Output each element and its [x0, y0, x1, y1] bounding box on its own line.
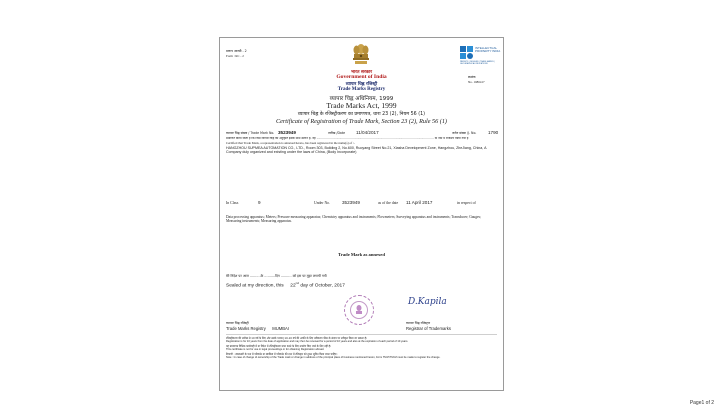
sealed-month: October	[314, 283, 332, 289]
sealed-statement	[226, 281, 345, 289]
form-number: Form : RC - 2	[226, 54, 244, 58]
class-value: 9	[258, 200, 261, 205]
date-label: तारीख /Date	[328, 131, 346, 135]
registration-date: 11/04/2017	[356, 130, 379, 135]
serial-number: No. 1686417	[468, 80, 485, 84]
certificate-title-hindi: व्यापार चिह्न के रजिस्ट्रीकरण का प्रमाणपत्र, धारा 23 (2), नियम 56 (1)	[297, 112, 426, 117]
registry-title: Trade Marks Registry	[337, 87, 386, 92]
class-label: In Class	[226, 201, 239, 205]
government-title: Government of India	[336, 74, 387, 80]
registrar-label-hindi: व्यापार चिह्न रजिस्ट्रार	[406, 321, 431, 325]
sealed-day-suffix: nd	[295, 281, 299, 285]
registry-label: Trade Marks Registry	[226, 326, 266, 331]
official-seal-icon	[344, 295, 374, 325]
journal-number: 1790	[488, 130, 499, 135]
registrar-label: Registrar of Trademarks	[406, 326, 451, 331]
footnote-3-hindi: टिप्पणी : स्वत्वधारी के पता में परिवर्तन या स्वामित्व में परिवर्तन की दशा में रजिस्ट्रार को तुरन्त सूचित किया जाना चाहिए।	[226, 353, 338, 356]
sealed-day-of: day of	[300, 283, 314, 289]
page-number: Page1 of 2	[689, 400, 714, 406]
ip-india-logo-text: INTELLECTUAL PROPERTY INDIA	[475, 46, 501, 54]
national-emblem-icon	[350, 42, 372, 68]
sealed-statement-hindi: मेरे निदेश पर आज ..........के ..........दिन .......... को इस पर मुहर लगायी गयी	[226, 274, 327, 278]
registry-hindi: व्यापार चिह्न रजिस्ट्री	[345, 82, 378, 87]
trade-mark-number: 3523949	[278, 130, 296, 135]
journal-number-label: जर्नल संख्या /J. No.	[452, 131, 477, 135]
ip-india-logo-subtext: PATENTS | DESIGNS | TRADE MARKS | GEOGRAPHICAL INDICATIONS	[460, 61, 495, 66]
act-hindi: व्यापार चिह्न अधिनियम, 1999	[329, 96, 394, 102]
registry-label-hindi: व्यापार चिह्न रजिस्ट्री	[226, 321, 249, 325]
form-number-hindi: प्रारूप आरसी - 2	[226, 49, 247, 53]
sealed-year: , 2017	[331, 283, 345, 289]
as-of-date: 11 April 2017	[406, 200, 433, 205]
trade-mark-annexed: Trade Mark as annexed	[338, 252, 385, 257]
certified-statement-hindi: प्रमाणित किया जाता है कि जिस व्यापार चिह्न की अनुकृति इसके साथ संलग्न है, वह ........................................................................................................................... के नाम में रजिस्टर किया गया है	[226, 137, 469, 140]
as-of-date-label: as of the date	[378, 201, 399, 205]
sealed-day: 22	[290, 283, 296, 289]
registry-location	[226, 326, 289, 331]
footnote-2: This certificate is not for use in legal proceedings or for obtaining Registration abroad.	[226, 348, 325, 351]
sealed-prefix: Sealed at my direction, this	[226, 283, 284, 289]
goods-description: Data processing apparatus; Meters; Pressure measuring apparatus; Chemistry apparatus and instruments; Flowmeters; Surveying apparatus and instruments; Transducer; Gauges; Measuring instruments; Measuring apparatus.	[226, 215, 482, 224]
footnote-2-hindi: यह प्रमाणपत्र विधिक कार्यवाही में या विदेश में रजिस्ट्रीकरण प्राप्त करने के लिए उपयोग किए जाने के लिए नहीं है।	[226, 345, 331, 348]
under-number-value: 3523949	[342, 200, 360, 205]
government-hindi: भारत सरकार	[350, 70, 373, 75]
ip-india-logo-icon	[460, 46, 474, 60]
proprietor-details: HANGZHOU SUPMEA AUTOMATION CO., LTD., Room 303, Building 2, No.600, Ruoyang Street No.21, Xiasha Development Zone, Hangzhou, ZheJiang, China, A Company duly organized and existing under the laws of China, (Body Incorporate)	[226, 146, 487, 155]
registry-city: MUMBAI	[272, 326, 289, 331]
under-number-label: Under No.	[314, 201, 331, 205]
footnote-1-hindi: रजिस्ट्रीकरण की तारीख से 10 वर्ष के लिए और उसके पश्चात् 10-10 वर्ष की अवधि के लिए नवीकरण फीस के संदाय पर नवीकृत किया जा सकता है।	[226, 337, 367, 340]
certificate-title: Certificate of Registration of Trade Mark, Section 23 (2), Rule 56 (1)	[276, 118, 447, 125]
act-title: Trade Marks Act, 1999	[326, 101, 397, 110]
certified-statement: Certified that Trade Mark, a representation is annexed hereto, has been registered in the name(s) of :-	[226, 141, 355, 145]
serial-label-hindi: क्रमांक	[468, 75, 476, 79]
certificate-document	[219, 37, 504, 391]
footnote-3: Note : In case of change of ownership of the Trade mark or change in address of the principal place of business mentioned herein, Form TM-P/TM-M must be made to register the change.	[226, 356, 441, 359]
footnotes-divider	[226, 334, 497, 335]
registrar-signature: D.Kapila	[408, 297, 447, 307]
in-respect-of-label: in respect of	[457, 201, 476, 205]
footnote-1: Registration is for 10 years from the date of application and may then be renewed for a period of 10 years and also at the expiration of each period of 10 years.	[226, 340, 409, 343]
trade-mark-number-label: व्यापार चिह्न संख्या / Trade Mark No.	[226, 131, 275, 135]
